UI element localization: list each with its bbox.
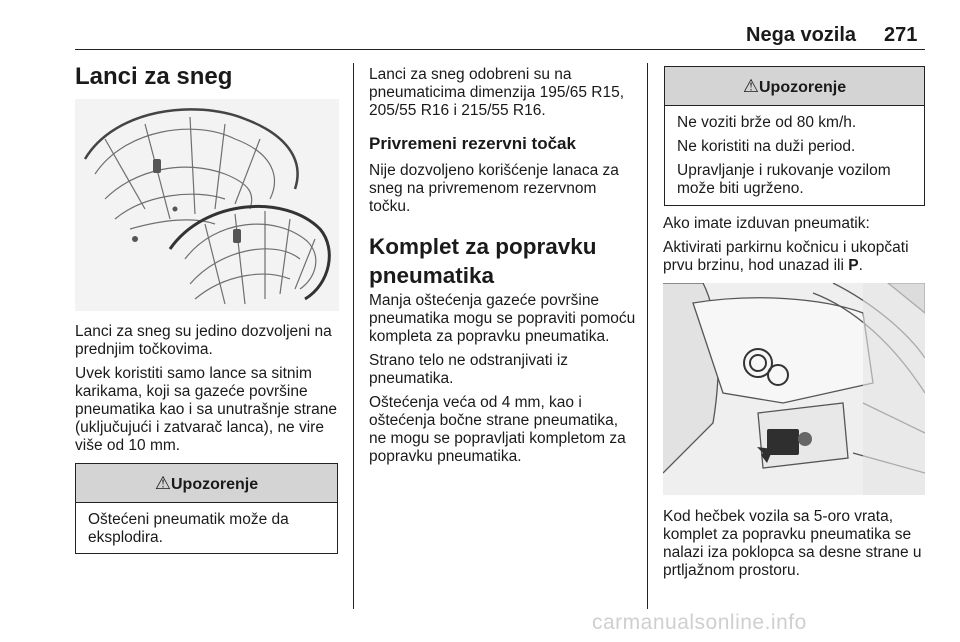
repair-kit-location-illustration [663, 283, 925, 495]
paragraph-large-damage: Oštećenja veća od 4 mm, kao i oštećenja bočne strane pneumatika, ne mogu se popravljati kompletom za popravku pneumatika. [369, 394, 626, 465]
warning-header [76, 464, 337, 503]
warning-line-handling: Upravljanje i rukovanje vozilom može biti ugrženo. [677, 162, 891, 197]
warning-heading: Upozorenje [171, 476, 259, 493]
warning-triangle-icon-2: ⚠ [742, 76, 759, 96]
warning-line-speed: Ne voziti brže od 80 km/h. [677, 114, 857, 131]
paragraph-foreign-object: Strano telo ne odstranjivati iz pneumatika. [369, 352, 569, 387]
warning-box-tire-explode [75, 463, 338, 554]
paragraph-kit-location: Kod hečbek vozila sa 5-oro vrata, komplet za popravku pneumatika se nalazi iza poklopca sa desne strane u prtljažnom prostoru. [663, 508, 922, 579]
parking-brake-end: . [858, 257, 863, 274]
paragraph-front-wheels: Lanci za sneg su jedino dozvoljeni na prednjim točkovima. [75, 323, 332, 358]
page-number: 271 [884, 24, 918, 46]
trunk-compartment-drawing [663, 283, 925, 495]
header-rule [75, 49, 925, 50]
paragraph-parking-brake [663, 239, 928, 275]
column-divider-2 [647, 63, 648, 609]
column-divider-1 [353, 63, 354, 609]
paragraph-approved-sizes: Lanci za sneg odobreni su na pneumaticima dimenzija 195/65 R15, 205/55 R16 i 215/55 R16. [369, 66, 625, 119]
paragraph-flat-tire: Ako imate izduvan pneumatik: [663, 215, 870, 232]
watermark: carmanualsonline.info [592, 611, 807, 634]
running-header-title: Nega vozila [746, 24, 857, 46]
gear-p-label: P [848, 257, 859, 274]
paragraph-chain-links: Uvek koristiti samo lance sa sitnim karikama, koji sa gazeće površine pneumatika kao i sa unutrašnje strane (uključujući i zatvarač lanca), ne vire više od 10 mm. [75, 365, 337, 454]
warning-box-spare-wheel [664, 66, 925, 206]
heading-repair-kit: Komplet za popravku pneumatika [369, 234, 597, 288]
column-3-text [663, 215, 928, 281]
warning-line-duration: Ne koristiti na duži period. [677, 138, 856, 155]
warning-header-2 [665, 67, 924, 106]
column-2 [369, 66, 639, 472]
paragraph-spare-wheel: Nije dozvoljeno korišćenje lanaca za sneg na privremenom rezervnom točku. [369, 162, 619, 215]
paragraph-minor-damage: Manja oštećenja gazeće površine pneumatika mogu se popraviti pomoću kompleta za popravku pneumatika. [369, 292, 636, 345]
warning-text: Oštećeni pneumatik može da eksplodira. [88, 511, 289, 546]
column-1 [75, 62, 345, 92]
snow-chains-drawing [75, 99, 339, 311]
subheading-temporary-spare: Privremeni rezervni točak [369, 134, 576, 153]
column-3-bottom [663, 508, 931, 586]
column-1-text [75, 323, 343, 461]
parking-brake-text: Aktivirati parkirnu kočnicu i ukopčati prvu brzinu, hod unazad ili [663, 239, 909, 274]
warning-heading-2: Upozorenje [759, 79, 847, 96]
warning-triangle-icon: ⚠ [154, 473, 171, 493]
snow-chains-illustration [75, 99, 339, 311]
section-title: Lanci za sneg [75, 63, 233, 90]
